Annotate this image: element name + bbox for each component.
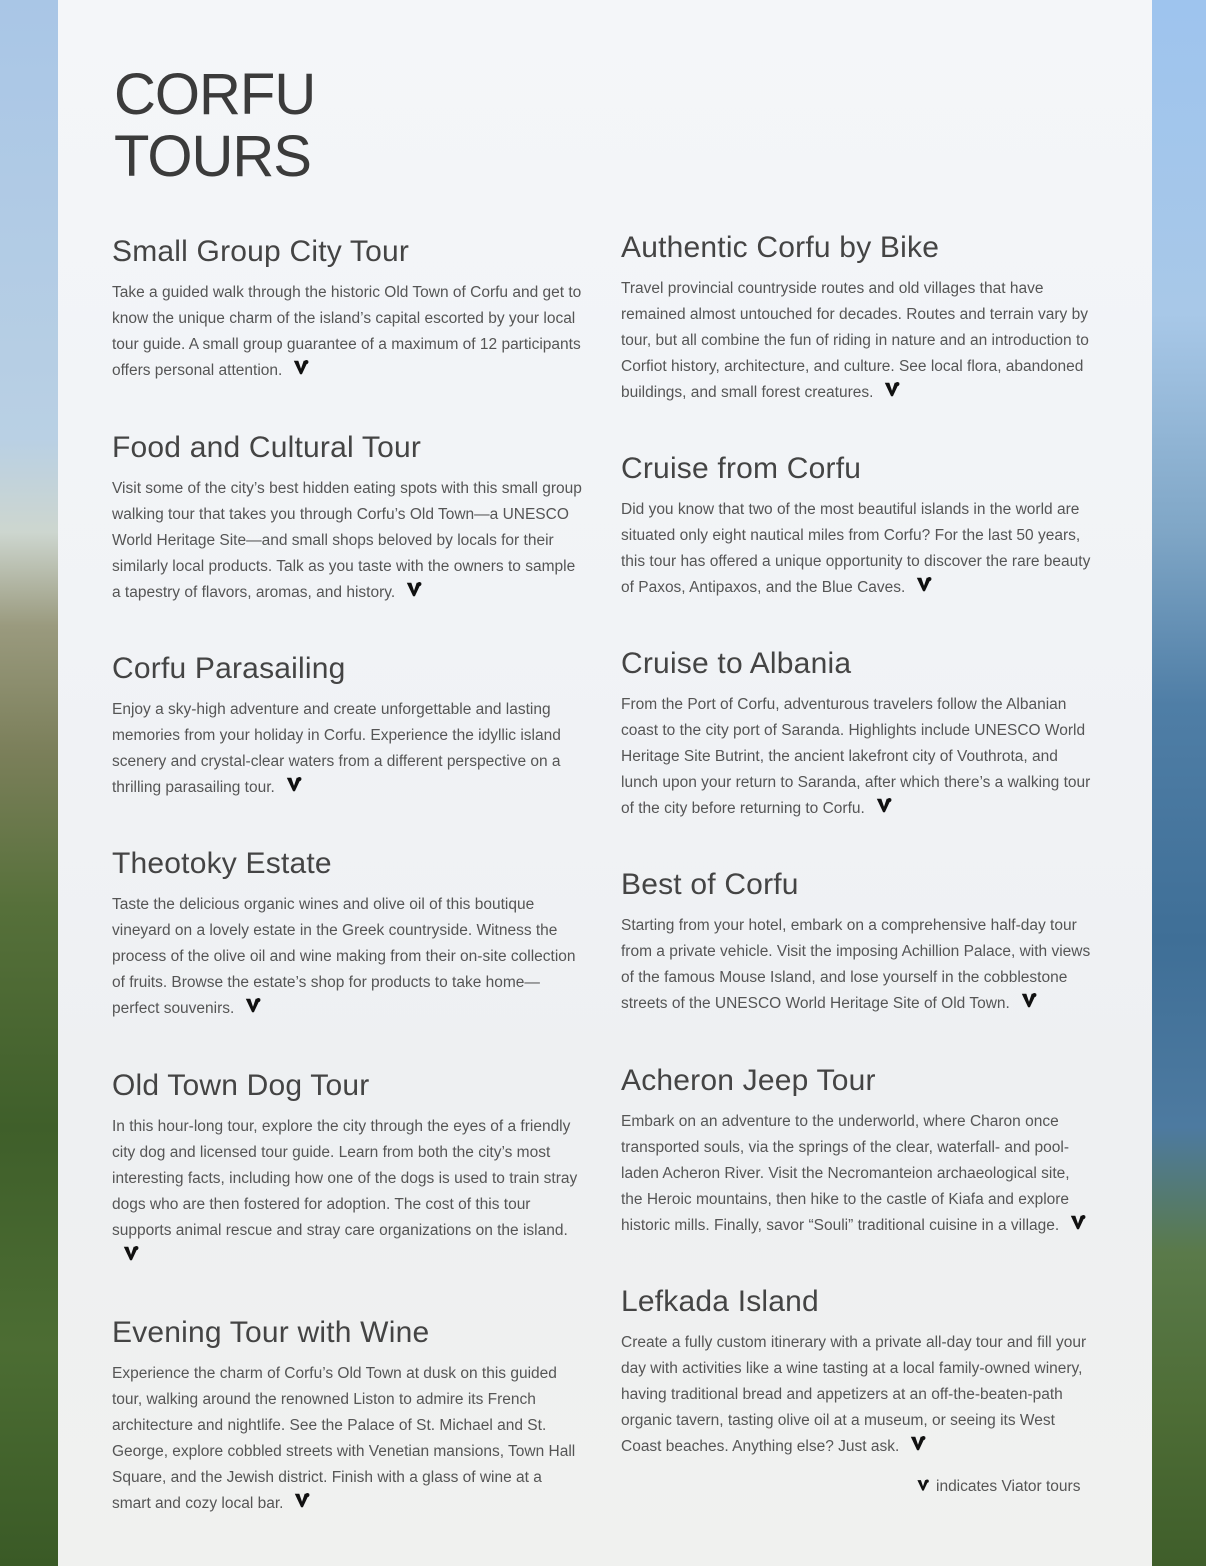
viator-logo-icon bbox=[292, 358, 310, 376]
tour-title: Food and Cultural Tour bbox=[112, 431, 422, 464]
tour-item bbox=[112, 649, 582, 801]
viator-logo-icon bbox=[122, 1244, 140, 1262]
title-line-2: TOURS bbox=[114, 124, 311, 189]
viator-logo-icon bbox=[883, 380, 901, 398]
page-title bbox=[114, 64, 315, 188]
viator-logo-icon bbox=[244, 996, 262, 1014]
tour-description-text: Enjoy a sky-high adventure and create unforgettable and lasting memories from your holiday in Corfu. Experience the idyllic island scenery and crystal-clear waters from a different perspective on a thrilling parasailing tour. bbox=[112, 701, 561, 796]
tour-description-text: Starting from your hotel, embark on a comprehensive half-day tour from a private vehicle. Visit the imposing Achillion Palace, with views of the famous Mouse Island, and lose yourself in the cobblestone streets of the UNESCO World Heritage Site of Old Town. bbox=[621, 917, 1091, 1012]
viator-logo-icon bbox=[875, 796, 893, 814]
tour-description bbox=[112, 1361, 582, 1517]
tour-item bbox=[112, 428, 582, 606]
tour-description-text: Experience the charm of Corfu’s Old Town at dusk on this guided tour, walking around the renowned Liston to admire its French architecture and nightlife. See the Palace of St. Michael and St. George, explore cobbled streets with Venetian mansions, Town Hall Square, and the Jewish district. Finish with a glass of wine at a smart and cozy local bar. bbox=[112, 1365, 576, 1512]
tour-item bbox=[621, 449, 1091, 601]
viator-logo-icon bbox=[909, 1434, 927, 1452]
tour-description bbox=[621, 1330, 1091, 1460]
viator-logo-icon bbox=[293, 1491, 311, 1509]
tour-item bbox=[621, 1061, 1091, 1239]
tour-description-text: Did you know that two of the most beautiful islands in the world are situated only eight nautical miles from Corfu? For the last 50 years, this tour has offered a unique opportunity to discover the rare beauty of Paxos, Antipaxos, and the Blue Caves. bbox=[621, 501, 1091, 596]
background-photo-left bbox=[0, 0, 58, 1566]
tour-description-text: Taste the delicious organic wines and olive oil of this boutique vineyard on a lovely estate in the Greek countryside. Witness the process of the olive oil and wine making from their on-site collection of fruits. Browse the estate’s shop for products to take home—perfect souvenirs. bbox=[112, 896, 576, 1017]
tour-description bbox=[621, 692, 1091, 822]
tour-description bbox=[621, 497, 1091, 601]
viator-logo-icon bbox=[285, 775, 303, 793]
tour-title: Old Town Dog Tour bbox=[112, 1069, 370, 1102]
tour-description-text: Visit some of the city’s best hidden eating spots with this small group walking tour that takes you through Corfu’s Old Town—a UNESCO World Heritage Site—and small shops beloved by locals for their similarly local products. Talk as you taste with the owners to sample a tapestry of flavors, aromas, and history. bbox=[112, 480, 582, 601]
viator-logo-icon bbox=[405, 580, 423, 598]
tour-description bbox=[621, 1109, 1091, 1239]
viator-logo-icon bbox=[915, 575, 933, 593]
legend-text: indicates Viator tours bbox=[936, 1478, 1081, 1495]
tour-title: Authentic Corfu by Bike bbox=[621, 231, 940, 264]
background-photo-right bbox=[1152, 0, 1206, 1566]
tour-description-text: In this hour-long tour, explore the city through the eyes of a friendly city dog and licensed tour guide. Learn from both the city’s most interesting facts, including how one of the dogs is used to train stray dogs who are then fostered for adoption. The cost of this tour supports animal rescue and stray care organizations on the island. bbox=[112, 1118, 578, 1239]
viator-logo-icon bbox=[916, 1477, 930, 1491]
tour-description bbox=[621, 276, 1091, 406]
tour-item bbox=[112, 844, 582, 1022]
tour-description bbox=[112, 280, 582, 384]
tour-description bbox=[112, 476, 582, 606]
tour-title: Theotoky Estate bbox=[112, 847, 332, 880]
tour-title: Small Group City Tour bbox=[112, 235, 410, 268]
tour-item bbox=[112, 1313, 582, 1517]
tour-item bbox=[112, 232, 582, 384]
tour-title: Evening Tour with Wine bbox=[112, 1316, 430, 1349]
viator-logo-icon bbox=[1069, 1213, 1087, 1231]
tour-item bbox=[621, 644, 1091, 822]
tour-description-text: Take a guided walk through the historic Old Town of Corfu and get to know the unique charm of the island’s capital escorted by your local tour guide. A small group guarantee of a maximum of 12 participants offers personal attention. bbox=[112, 284, 582, 379]
viator-logo-icon bbox=[1020, 991, 1038, 1009]
tour-item bbox=[112, 1066, 582, 1270]
title-line-1: CORFU bbox=[114, 62, 316, 127]
tour-description bbox=[112, 892, 582, 1022]
tour-description-text: Embark on an adventure to the underworld, where Charon once transported souls, via the springs of the clear, waterfall- and pool-laden Acheron River. Visit the Necromanteion archaeological site, the Heroic mountains, then hike to the castle of Kiafa and explore historic mills. Finally, savor “Souli” traditional cuisine in a village. bbox=[621, 1113, 1070, 1234]
tour-title: Best of Corfu bbox=[621, 868, 799, 901]
tour-description-text: From the Port of Corfu, adventurous travelers follow the Albanian coast to the city port of Saranda. Highlights include UNESCO World Heritage Site Butrint, the ancient lakefront city of Vouthrota, and lunch upon your return to Saranda, after which there’s a walking tour of the city before returning to Corfu. bbox=[621, 696, 1091, 817]
tour-item bbox=[621, 1282, 1091, 1460]
tour-description bbox=[621, 913, 1091, 1017]
tour-description-text: Travel provincial countryside routes and old villages that have remained almost untouched for decades. Routes and terrain vary by tour, but all combine the fun of riding in nature and an introduction to Corfiot history, architecture, and culture. See local flora, abandoned buildings, and small forest creatures. bbox=[621, 280, 1089, 401]
tour-title: Corfu Parasailing bbox=[112, 652, 346, 685]
tour-title: Lefkada Island bbox=[621, 1285, 819, 1318]
tour-item bbox=[621, 865, 1091, 1017]
tour-title: Acheron Jeep Tour bbox=[621, 1064, 876, 1097]
tour-description bbox=[112, 697, 582, 801]
tour-title: Cruise to Albania bbox=[621, 647, 852, 680]
tour-item bbox=[621, 228, 1091, 406]
tour-title: Cruise from Corfu bbox=[621, 452, 862, 485]
viator-legend bbox=[916, 1476, 1080, 1498]
tour-description-text: Create a fully custom itinerary with a private all-day tour and fill your day with activities like a wine tasting at a local family-owned winery, having traditional bread and appetizers at an off-the-beaten-path organic tavern, tasting olive oil at a museum, or seeing its West Coast beaches. Anything else? Just ask. bbox=[621, 1334, 1087, 1455]
tour-description bbox=[112, 1114, 582, 1270]
